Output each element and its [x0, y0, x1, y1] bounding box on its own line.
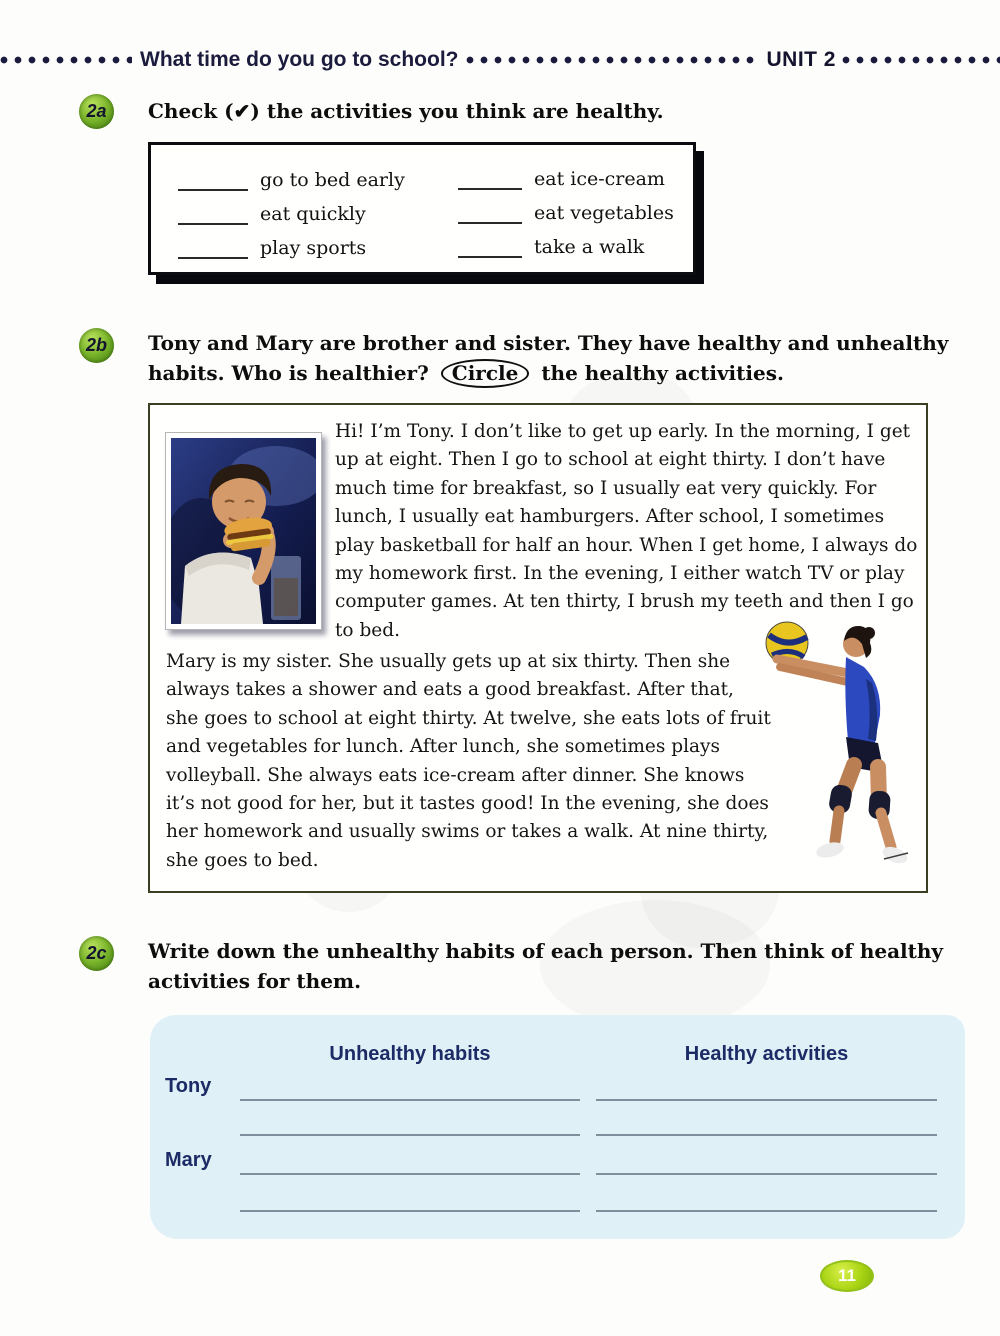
checklist-item	[458, 234, 644, 258]
checklist-item	[458, 200, 674, 224]
activity-label: eat ice-cream	[534, 168, 665, 190]
page-number-badge: 11	[820, 1260, 874, 1292]
section-2c-badge: 2c	[79, 936, 114, 971]
tony-unhealthy-line-1	[240, 1099, 580, 1101]
check-blank	[178, 173, 248, 191]
check-blank	[178, 241, 248, 259]
circle-word-oval: Circle	[441, 359, 530, 388]
section-2c-instruction: Write down the unhealthy habits of each person. Then think of healthy activities for them.	[148, 939, 944, 993]
dotted-rule-middle	[466, 56, 760, 64]
check-blank	[458, 172, 522, 190]
checklist-item	[178, 167, 405, 191]
activity-label: eat quickly	[260, 203, 366, 225]
check-blank	[458, 240, 522, 258]
mary-unhealthy-line-2	[240, 1210, 580, 1212]
section-2a-badge: 2a	[79, 94, 114, 129]
mary-healthy-line-2	[596, 1210, 937, 1212]
column-header-unhealthy-habits: Unhealthy habits	[329, 1043, 491, 1065]
tony-photo-illustration	[171, 438, 316, 624]
volleyball-photo	[750, 613, 920, 875]
row-label-mary: Mary	[165, 1149, 212, 1171]
page-header	[0, 46, 1000, 74]
instruction-text-after-circle: the healthy activities.	[541, 361, 784, 385]
mary-unhealthy-line-1	[240, 1173, 580, 1175]
tony-photo	[165, 432, 322, 630]
habits-worksheet-table	[150, 1015, 965, 1239]
checklist-item	[178, 201, 366, 225]
unit-question-title: What time do you go to school?	[140, 48, 459, 71]
dotted-rule-right	[842, 56, 1000, 64]
activity-label: take a walk	[534, 236, 645, 258]
dotted-rule-left	[0, 56, 132, 64]
instruction-text-before-circle: Tony and Mary are brother and sister. They have healthy and unhealthy habits. Who is healthier?	[148, 331, 949, 385]
check-blank	[178, 207, 248, 225]
tony-healthy-line-1	[596, 1099, 937, 1101]
section-2b-badge: 2b	[79, 328, 114, 363]
unit-label: UNIT 2	[766, 48, 836, 71]
mary-healthy-line-1	[596, 1173, 937, 1175]
tony-paragraph: Hi! I’m Tony. I don’t like to get up early. In the morning, I get up at eight. Then I go to school at eight thirty. I don’t have much time for breakfast, so I usually eat very quickly. For lunch, I usually eat hamburgers. After school, I sometimes play basketball for half an hour. When I get home, I always do my homework first. In the evening, I either watch TV or play computer games. At ten thirty, I brush my teeth and then I go to bed.	[335, 421, 918, 641]
mary-paragraph: Mary is my sister. She usually gets up at six thirty. Then she always takes a shower and eats a good breakfast. After that, she goes to school at eight thirty. At twelve, she eats lots of fruit and vegetables for lunch. After lunch, she sometimes plays volleyball. She always eats ice-cream after dinner. She knows it’s not good for her, but it tastes good! In the evening, she does her homework and usually swims or takes a walk. At nine thirty, she goes to bed.	[166, 651, 771, 871]
section-2b-instruction	[148, 328, 960, 388]
checklist-item	[178, 235, 366, 259]
check-blank	[458, 206, 522, 224]
activities-checklist-box	[148, 142, 696, 275]
activity-label: play sports	[260, 237, 367, 259]
volleyball-photo-illustration	[750, 613, 920, 875]
checklist-item	[458, 166, 665, 190]
row-label-tony: Tony	[165, 1075, 212, 1097]
tony-unhealthy-line-2	[240, 1134, 580, 1136]
tony-healthy-line-2	[596, 1134, 937, 1136]
reading-passage-box	[148, 403, 928, 893]
section-2a-instruction: Check (✔) the activities you think are healthy.	[148, 99, 664, 123]
activity-label: eat vegetables	[534, 202, 674, 224]
activity-label: go to bed early	[260, 169, 405, 191]
column-header-healthy-activities: Healthy activities	[684, 1043, 849, 1065]
